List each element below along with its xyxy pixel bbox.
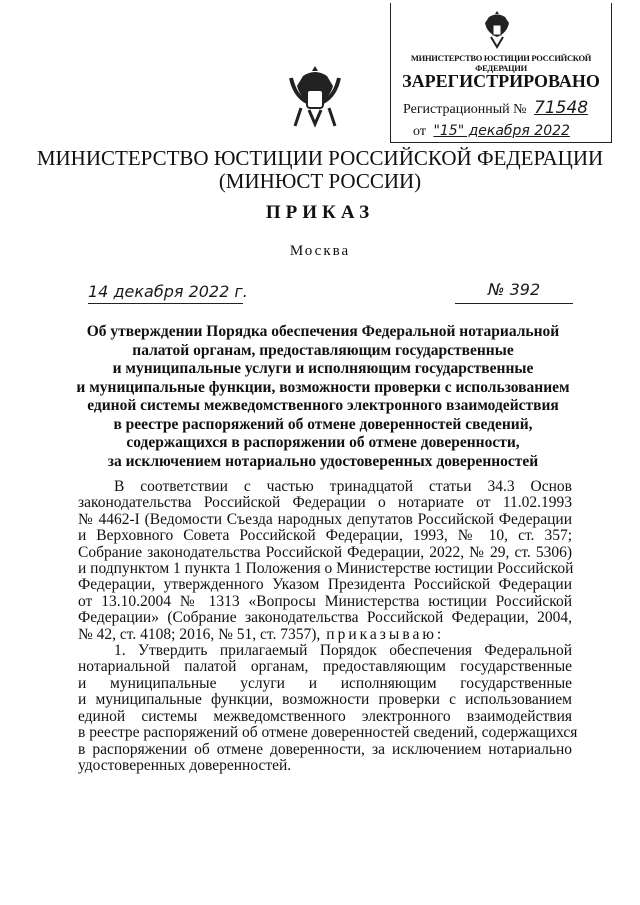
body-line-text: нотариальной палатой органам, предоставляющим государственные	[78, 658, 572, 676]
body-line	[78, 594, 572, 610]
body-line	[78, 709, 572, 725]
stamp-reg-number-line	[403, 98, 588, 118]
body-line-text: 1. Утвердить прилагаемый Порядок обеспечения Федеральной	[114, 642, 572, 660]
stamp-reg-number: 71548	[534, 98, 589, 118]
title-line: в реестре распоряжений об отмене доверенностей сведений,	[113, 415, 533, 433]
order-number-value: № 392	[487, 280, 541, 299]
body-line-text: единой системы межведомственного электронного взаимодействия	[78, 707, 572, 725]
body-line	[78, 724, 578, 742]
body-line	[78, 758, 572, 774]
title-line: и муниципальные функции, возможности проверки с использованием	[76, 378, 570, 396]
coat-of-arms-emblem	[283, 62, 347, 134]
body-line-text: № 4462-I (Ведомости Съезда народных депутатов Российской Федерации	[78, 510, 572, 528]
title-line: Об утверждении Порядка обеспечения Федеральной нотариальной	[86, 323, 560, 340]
body-line	[78, 495, 572, 511]
registration-stamp	[390, 3, 612, 143]
org-line-1: МИНИСТЕРСТВО ЮСТИЦИИ РОССИЙСКОЙ ФЕДЕРАЦИИ	[36, 146, 604, 170]
body-line-text: Федерации, утвержденного Указом Президента Российской Федерации	[78, 576, 572, 594]
body-line-text: в реестре распоряжений об отмене доверенностей сведений, содержащихся	[78, 724, 578, 742]
body-line-text: в распоряжении об отмене доверенности, за исключением нотариально	[78, 740, 572, 758]
body-line-text: Собрание законодательства Российской Федерации, 2022, № 29, ст. 5306)	[78, 543, 572, 561]
body-line	[78, 643, 572, 659]
body-line	[78, 659, 572, 675]
body-line	[78, 610, 572, 626]
stamp-date-prefix: от	[413, 124, 426, 139]
document-title	[70, 323, 576, 471]
order-date-value: 14 декабря 2022 г.	[88, 282, 248, 301]
number-underline	[455, 303, 573, 304]
body-line-text: и муниципальные функции, возможности проверки с использованием	[78, 691, 572, 709]
body-line-text: удостоверенных доверенностей.	[78, 756, 292, 774]
order-number	[455, 280, 573, 300]
title-line: палатой органам, предоставляющим государственные	[132, 341, 514, 359]
document-body	[78, 478, 578, 774]
title-line: содержащихся в распоряжении об отмене доверенности,	[126, 434, 520, 451]
stamp-ministry: МИНИСТЕРСТВО ЮСТИЦИИ РОССИЙСКОЙ ФЕДЕРАЦИИ	[410, 53, 592, 73]
body-line	[78, 742, 572, 758]
body-line-text: Федерации» (Собрание законодательства Российской Федерации, 2004,	[78, 609, 572, 627]
body-line-text: и муниципальные услуги и исполняющим государственные	[78, 674, 572, 692]
title-line: за исключением нотариально удостоверенных доверенностей	[107, 452, 539, 470]
stamp-reg-label: Регистрационный №	[403, 102, 527, 117]
title-line: и муниципальные услуги и исполняющим государственные	[112, 360, 534, 377]
title-line: единой системы межведомственного электронного взаимодействия	[87, 397, 559, 414]
body-line	[78, 479, 572, 495]
order-word: приказываю:	[326, 625, 445, 643]
body-line	[78, 627, 572, 643]
body-line	[78, 512, 572, 528]
body-line	[78, 577, 572, 593]
city: Москва	[289, 243, 351, 259]
body-line-text: и подпунктом 1 пункта 1 Положения о Министерстве юстиции Российской	[78, 560, 574, 578]
order-date	[88, 282, 248, 302]
body-line	[78, 561, 572, 577]
body-line-text: законодательства Российской Федерации о нотариате от 11.02.1993	[78, 494, 572, 512]
body-line-text: № 42, ст. 4108; 2016, № 51, ст. 7357),	[78, 625, 321, 643]
organization-name	[0, 147, 640, 193]
body-line	[78, 692, 572, 708]
document-type: ПРИКАЗ	[265, 202, 375, 223]
stamp-registered: ЗАРЕГИСТРИРОВАНО	[402, 71, 600, 91]
body-line-text: В соответствии с частью тринадцатой статьи 34.3 Основ	[114, 478, 572, 495]
stamp-date-line	[413, 123, 570, 140]
body-line	[78, 676, 572, 692]
body-line	[78, 545, 572, 561]
stamp-date-value: "15" декабря 2022	[433, 123, 570, 139]
date-underline	[88, 303, 243, 304]
body-line-text: от 13.10.2004 № 1313 «Вопросы Министерства юстиции Российской	[78, 592, 572, 610]
org-line-2: (МИНЮСТ РОССИИ)	[218, 169, 422, 193]
stamp-emblem-icon	[479, 9, 515, 49]
body-line	[78, 528, 572, 544]
body-line-text: и Верховного Совета Российской Федерации, 1993, № 10, ст. 357;	[78, 527, 572, 545]
